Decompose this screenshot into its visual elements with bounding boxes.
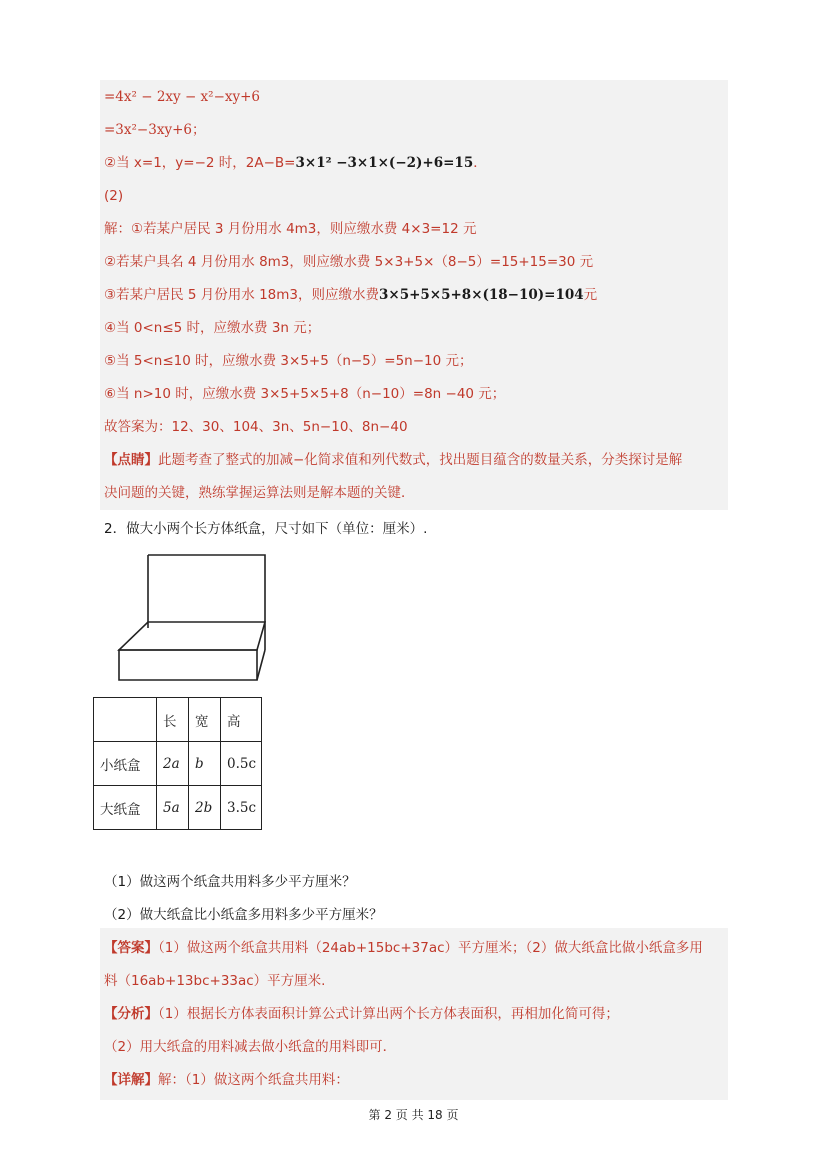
dimensions-table [93,697,262,830]
question-part-1: （1）做这两个纸盒共用料多少平方厘米？ [104,874,356,890]
analysis-tag: 【分析】 [104,1006,158,1022]
solution-line: 故答案为：12、30、104、3n、5n−10、8n−40 [104,419,408,435]
question-title: 2．做大小两个长方体纸盒，尺寸如下（单位：厘米）. [104,521,428,537]
box-figure [110,550,280,690]
table-header-cell: 长 [157,698,189,742]
answer-line [104,939,703,957]
table-row [94,786,262,830]
detail-line [104,1071,349,1089]
table-header-row [94,698,262,742]
box-side-edge [257,650,265,680]
table-row [94,742,262,786]
detail-tag: 【详解】 [104,1072,158,1088]
comment-tag: 【点睛】 [104,452,158,468]
solution-line: ⑤当 5<n≤10 时，应缴水费 3×5+5（n−5）=5n−10 元； [104,353,473,369]
solution-line [104,286,597,304]
formula: 3×1² −3×1×(−2)+6=15 [295,155,474,171]
solution-line: =3x²−3xy+6； [104,122,206,138]
solution-line: ②若某户具名 4 月份用水 8m3，则应缴水费 5×3+5×（8−5）=15+15=30 元 [104,254,594,270]
table-cell: 大纸盒 [94,786,157,830]
table-cell: 小纸盒 [94,742,157,786]
answer-text: （1）做这两个纸盒共用料（24ab+15bc+37ac）平方厘米；（2）做大纸盒比做小纸盒多用 [158,940,703,956]
table-cell: 0.5c [221,742,262,786]
page-footer: 第 2 页 共 18 页 [368,1108,459,1122]
solution-text: 元 [583,287,598,303]
box-lid [148,555,265,622]
answer-line: 料（16ab+13bc+33ac）平方厘米. [104,973,326,989]
solution-line: (2) [104,188,124,204]
formula: 3×5+5×5+8×(18−10)=104 [378,287,584,303]
detail-text: 解：（1）做这两个纸盒共用料： [158,1072,349,1088]
table-cell: 5a [157,786,189,830]
solution-text: ②当 x=1，y=−2 时，2A−B= [104,155,296,171]
comment-text: 此题考查了整式的加减−化简求值和列代数式，找出题目蕴含的数量关系，分类探讨是解 [158,452,683,468]
table-cell: 2a [157,742,189,786]
solution-line: ④当 0<n≤5 时，应缴水费 3n 元； [104,320,321,336]
table-cell: 3.5c [221,786,262,830]
box-top-face [119,622,265,650]
table-header-cell: 高 [221,698,262,742]
comment-line [104,451,682,469]
analysis-line: （2）用大纸盒的用料减去做小纸盒的用料即可． [104,1039,397,1055]
solution-line: 解：①若某户居民 3 月份用水 4m3，则应缴水费 4×3=12 元 [104,221,477,237]
table-header-cell [94,698,157,742]
box-front-face [119,650,257,680]
table-cell: 2b [189,786,221,830]
analysis-text: （1）根据长方体表面积计算公式计算出两个长方体表面积，再相加化简可得； [158,1006,619,1022]
solution-text: ． [473,155,487,171]
solution-text: ③若某户居民 5 月份用水 18m3，则应缴水费 [104,287,379,303]
answer-tag: 【答案】 [104,940,158,956]
table-cell: b [189,742,221,786]
analysis-line [104,1005,619,1023]
table-header-cell: 宽 [189,698,221,742]
solution-line: ⑥当 n>10 时，应缴水费 3×5+5×5+8（n−10）=8n −40 元； [104,386,506,402]
solution-line [104,154,487,172]
comment-line: 决问题的关键，熟练掌握运算法则是解本题的关键． [104,485,415,501]
question-part-2: （2）做大纸盒比小纸盒多用料多少平方厘米？ [104,907,383,923]
solution-line: =4x² − 2xy − x²−xy+6 [104,89,261,105]
